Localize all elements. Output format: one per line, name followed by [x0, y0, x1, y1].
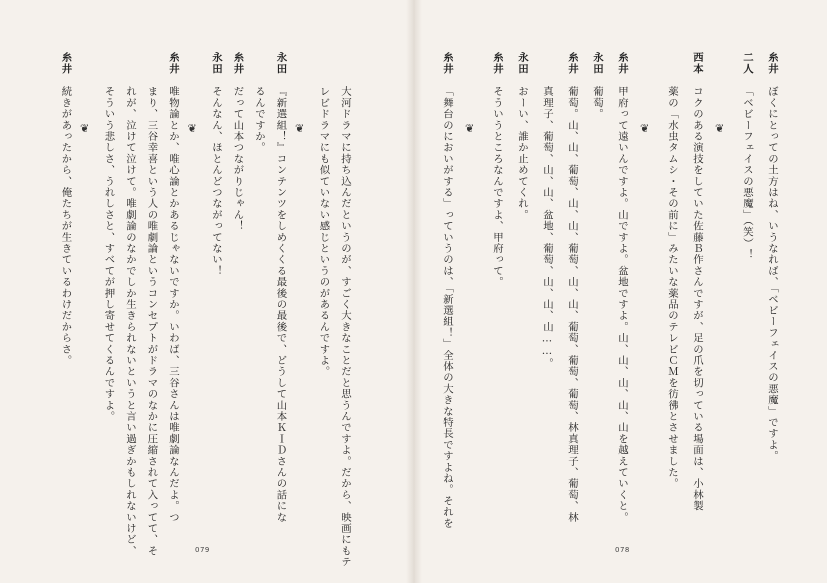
section-ornament: ❦ [80, 122, 90, 135]
text-column [120, 52, 140, 556]
indent-spacer [335, 52, 355, 86]
section-ornament: ❦ [640, 122, 650, 135]
indent-spacer [537, 52, 557, 86]
text-column [228, 52, 248, 232]
speaker-label: 糸井 [231, 52, 244, 75]
dialogue-text: おーい、誰か止めてくれ。 [516, 86, 528, 221]
dialogue-text: レビドラマにも似ていない感じというのがあるんですよ。 [317, 86, 330, 378]
text-column [612, 52, 632, 523]
speaker-label: 糸井 [766, 52, 778, 75]
text-column [562, 52, 582, 523]
section-ornament: ❦ [187, 122, 197, 135]
dialogue-text: れが、泣けて泣けて。唯劇論のなかでしか生きられないというと言い過ぎかもしれないけど、 [124, 86, 136, 557]
indent-spacer [142, 52, 162, 86]
speaker-label: 糸井 [616, 52, 628, 75]
text-column [142, 52, 162, 556]
text-column [335, 52, 355, 568]
text-column [512, 52, 532, 220]
dialogue-text: そういうところなんですよ、甲府って。 [491, 86, 503, 288]
dialogue-text: 葡萄。山、山、葡萄、山、山、葡萄、山、山、葡萄、葡萄、葡萄、林真理子、葡萄、林 [566, 86, 578, 523]
text-column [314, 52, 334, 377]
dialogue-text: 薬の「水虫タムシ・その前に」みたいな薬品のテレビＣＭを彷彿とさせました。 [666, 86, 678, 490]
dialogue-text: だって山本つながりじゃん！ [231, 86, 244, 232]
dialogue-text: 甲府って遠いんですよ。山ですよ。盆地ですよ。山、山、山、山、山を越えていくと。 [616, 86, 628, 523]
section-ornament: ❦ [465, 122, 475, 135]
speaker-label: 永田 [516, 52, 528, 75]
text-column [249, 52, 269, 153]
page-gutter [406, 0, 422, 583]
speaker-label: 糸井 [566, 52, 578, 75]
text-column [271, 52, 291, 523]
text-column [163, 52, 183, 523]
speaker-label: 糸井 [59, 52, 72, 75]
dialogue-text: 「舞台のにおいがする」っていうのは、「新選組！」全体の大きな特長ですよね。それを [441, 86, 453, 529]
right-page-number: 078 [615, 546, 630, 554]
indent-spacer [662, 52, 682, 86]
speaker-label: 二人 [741, 52, 753, 75]
dialogue-text: 続きがあったから、俺たちが生きているわけだからさ。 [59, 86, 72, 366]
indent-spacer [120, 52, 140, 86]
text-column [737, 52, 757, 260]
text-column [487, 52, 507, 288]
speaker-label: 永田 [274, 52, 287, 75]
dialogue-text: 葡萄。 [591, 86, 603, 120]
dialogue-text: 大河ドラマに持ち込んだというのが、すごく大きなことだと思うんですよ。だから、映画にもテ [339, 86, 351, 568]
dialogue-text: そんなん、ほとんどつながってない！ [210, 86, 222, 277]
dialogue-text: ぼくにとっての土方はね、いうなれば、「ベビーフェイスの悪魔」ですよ。 [766, 86, 778, 462]
text-column [99, 52, 119, 422]
text-column [206, 52, 226, 276]
dialogue-text: 唯物論とか、唯心論とかあるじゃないですか。いわば、三谷さんは唯劇論なんだよ。つ [167, 86, 179, 523]
section-ornament: ❦ [295, 122, 305, 135]
text-column [687, 52, 707, 512]
text-column [662, 52, 682, 489]
dialogue-text: 真理子、葡萄、山、山、盆地、葡萄、山、山、山……。 [541, 86, 553, 370]
dialogue-text: コクのある演技をしていた佐藤Ｂ作さんですが、足の爪を切っている場面は、小林製 [691, 86, 703, 512]
dialogue-text: 「ベビーフェイスの悪魔」（笑）！ [741, 86, 753, 260]
speaker-label: 糸井 [441, 52, 453, 75]
dialogue-text: まり、三谷幸喜という人の唯劇論というコンセプトがドラマのなかに圧縮されて入ってて、そ [145, 86, 158, 557]
speaker-label: 西本 [691, 52, 703, 75]
dialogue-text: そういう悲しさ、うれしさと、すべてが押し寄せてくるんですよ。 [102, 86, 115, 422]
text-column [437, 52, 457, 529]
speaker-label: 永田 [591, 52, 603, 75]
indent-spacer [314, 52, 334, 86]
section-ornament: ❦ [715, 122, 725, 135]
speaker-label: 永田 [210, 52, 222, 75]
indent-spacer [249, 52, 269, 86]
left-page-number: 079 [195, 546, 210, 554]
indent-spacer [99, 52, 119, 86]
text-column [762, 52, 782, 462]
speaker-label: 糸井 [167, 52, 179, 75]
text-column [587, 52, 607, 120]
text-column [537, 52, 557, 369]
text-column [56, 52, 76, 366]
speaker-label: 糸井 [491, 52, 503, 75]
dialogue-text: るんですか。 [253, 86, 265, 154]
dialogue-text: 『新選組！』コンテンツをしめくくる最後の最後で、どうして山本ＫＩＤさんの話にな [274, 86, 287, 523]
